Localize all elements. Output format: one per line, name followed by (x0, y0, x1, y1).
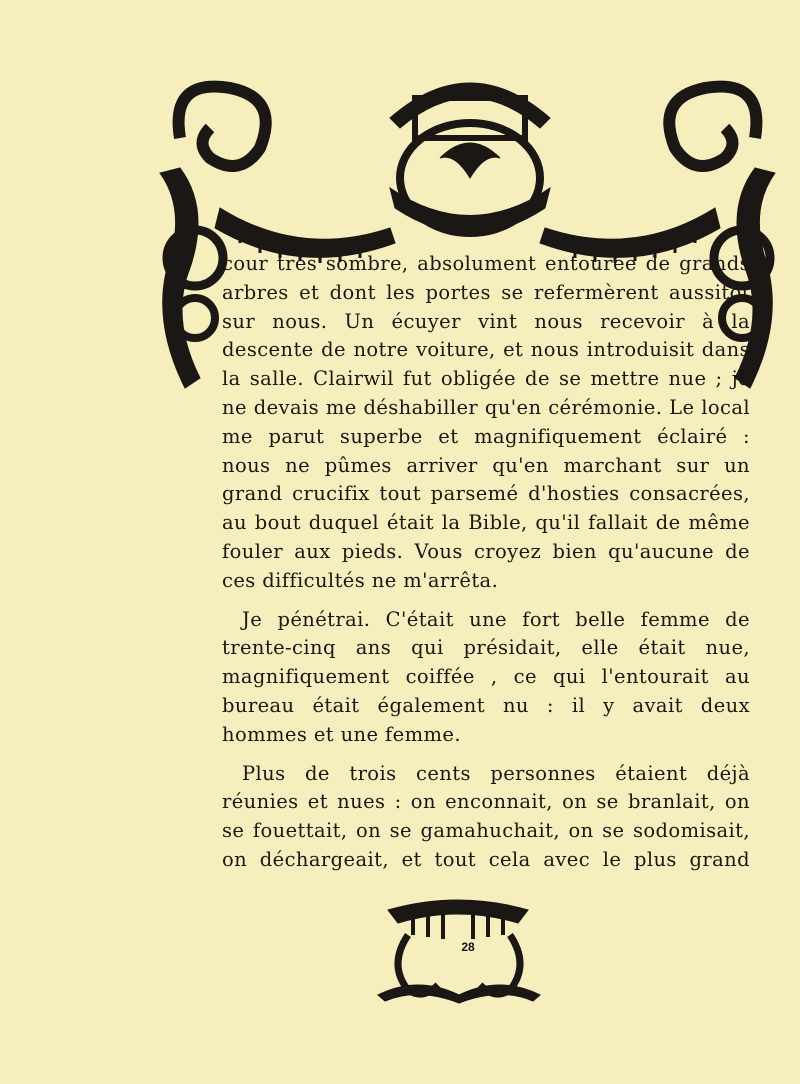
right-scroll (669, 87, 756, 166)
body-text (222, 250, 750, 875)
left-scroll (179, 87, 266, 166)
center-drape (390, 188, 550, 233)
paragraph-3: Plus de trois cents personnes étaient déjà réunies et nues : on enconnait, on se branlait, on se fouettait, on se gamahuchait, on se sodomisait, on déchargeait, et tout cela avec le plus grand (222, 761, 750, 871)
vignette-scroll (378, 985, 540, 1003)
vignette-crown (388, 900, 528, 923)
paragraph-1: cour très sombre, absolument entourée de grands arbres et dont les portes se refermèrent aussitôt sur nous. Un écuyer vint nous recevoir à la descente de notre voiture, et nous introduisit dans la salle. Clairwil fut obligée de se mettre nue ; je ne devais me déshabiller qu'en cérémonie. Le local me parut superbe et magnifiquement éclairé : nous ne pûmes arriver qu'en marchant sur un grand crucifix tout parsemé d'hosties consacrées, au bout duquel était la Bible, qu'il fallait de même fouler aux pieds. Vous croyez bien qu'aucune de ces difficultés ne m'arrêta. (222, 252, 750, 592)
paragraph-2: Je pénétrai. C'était une fort belle femme de trente-cinq ans qui présidait, elle était nue, magnifiquement coiffée , ce qui l'entourait au bureau était également nu : il y avait deux hommes et une femme. (222, 607, 750, 746)
page-number: 28 (461, 940, 475, 954)
crest-bird-icon (440, 143, 500, 178)
